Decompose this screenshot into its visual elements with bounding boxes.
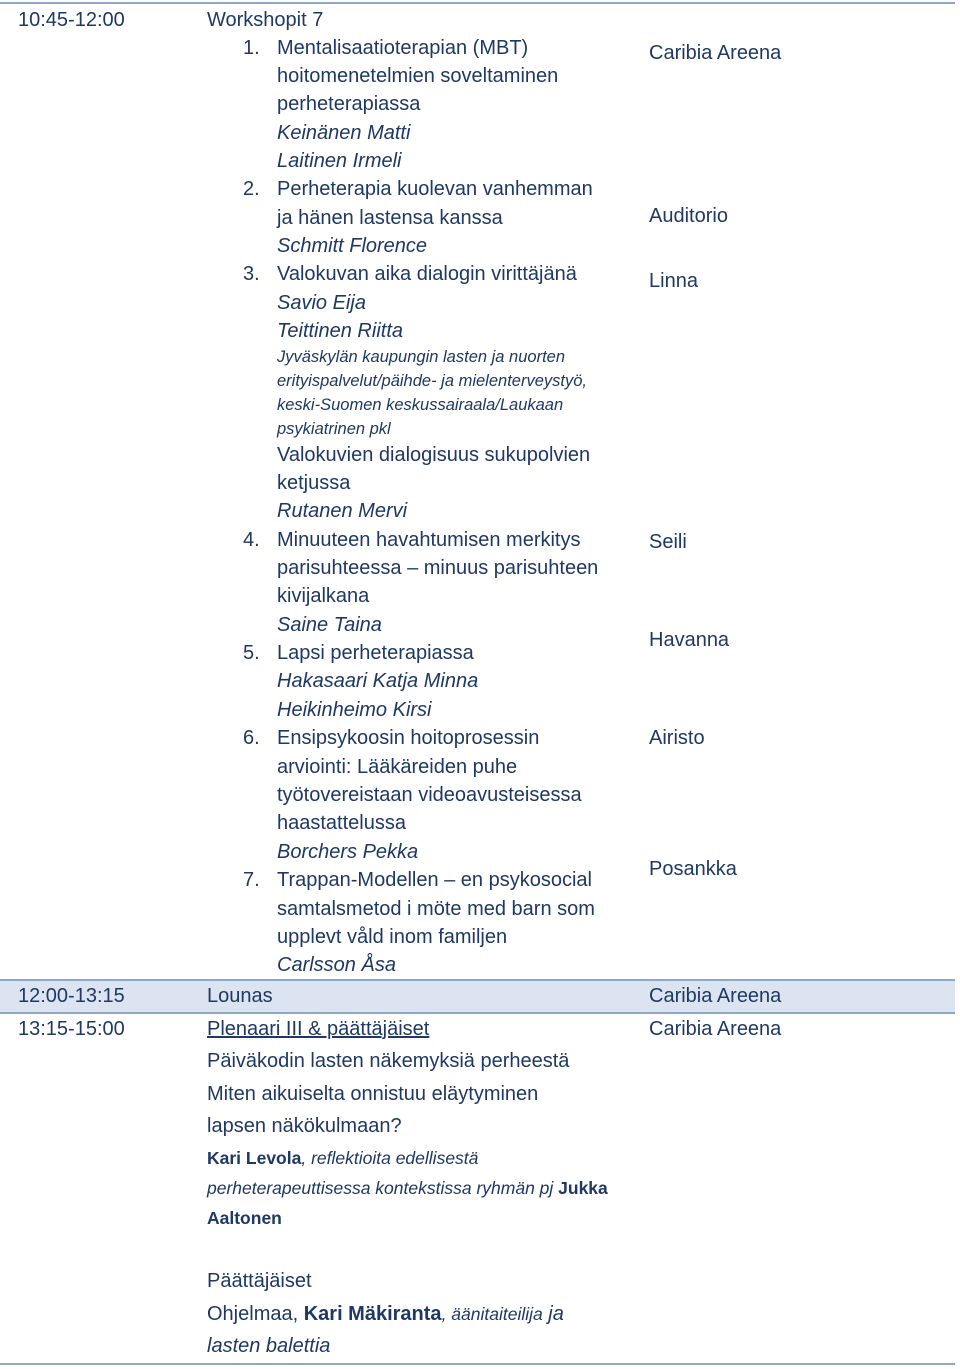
closing-title: Päättäjäiset [207, 1270, 312, 1292]
room-label: Seili [649, 531, 687, 553]
item-number: 1. [243, 37, 260, 59]
plenary-line: lapsen näkökulmaan? [207, 1115, 402, 1137]
room-label: Linna [649, 270, 698, 292]
plenary-title[interactable]: Plenaari III & päättäjäiset [207, 1018, 430, 1040]
item-title-line: Lapsi perheterapiassa [277, 642, 474, 664]
presenter-name: Borchers Pekka [277, 841, 419, 863]
presenter-name: Laitinen Irmeli [277, 150, 402, 172]
plenary-time: 13:15-15:00 [18, 1018, 125, 1040]
item-title-line: ja hänen lastensa kanssa [277, 207, 503, 229]
lunch-band [0, 981, 955, 1012]
top-rule [0, 2, 955, 4]
room-label: Auditorio [649, 205, 728, 227]
room-label: Caribia Areena [649, 42, 782, 64]
presenter-name: Schmitt Florence [277, 235, 428, 257]
presenter-name: Hakasaari Katja Minna [277, 670, 479, 692]
plenary-room: Caribia Areena [649, 1018, 782, 1040]
lunch-room: Caribia Areena [649, 985, 782, 1007]
presenter-name: Teittinen Riitta [277, 320, 403, 342]
item-title-line: haastattelussa [277, 812, 406, 834]
item-number: 7. [243, 869, 260, 891]
item-title-line: upplevt våld inom familjen [277, 926, 508, 948]
room-label: Airisto [649, 727, 705, 749]
workshop-title: Workshopit 7 [207, 9, 324, 31]
speaker-line-2 [207, 1175, 608, 1201]
speaker-line-1 [207, 1145, 478, 1171]
organization-line: psykiatrinen pkl [277, 420, 391, 438]
item-subtitle-line: ketjussa [277, 472, 351, 494]
item-title-line: Perheterapia kuolevan vanhemman [277, 178, 593, 200]
lunch-bottom-rule [0, 1012, 955, 1014]
item-number: 2. [243, 178, 260, 200]
presenter-name: Heikinheimo Kirsi [277, 699, 432, 721]
speaker-name: Jukka [558, 1178, 608, 1198]
presenter-name: Savio Eija [277, 292, 366, 314]
speaker-note: perheterapeuttisessa kontekstissa ryhmän pj [207, 1178, 559, 1198]
presenter-name: Rutanen Mervi [277, 500, 408, 522]
closing-role: , äänitaiteilija [441, 1304, 543, 1324]
lunch-title: Lounas [207, 985, 273, 1007]
item-number: 4. [243, 529, 260, 551]
item-number: 3. [243, 263, 260, 285]
item-title-line: Mentalisaatioterapian (MBT) [277, 37, 529, 59]
item-title-line: samtalsmetod i möte med barn som [277, 898, 595, 920]
organization-line: keski-Suomen keskussairaala/Laukaan [277, 396, 564, 414]
speaker-note: , reflektioita edellisestä [301, 1148, 479, 1168]
closing-ja: ja [542, 1303, 564, 1325]
speaker-name: Aaltonen [207, 1208, 282, 1228]
organization-line: erityispalvelut/päihde- ja mielenterveystyö, [277, 372, 587, 390]
item-title-line: työtovereistaan videoavusteisessa [277, 784, 582, 806]
organization-line: Jyväskylän kaupungin lasten ja nuorten [277, 348, 566, 366]
presenter-name: Keinänen Matti [277, 122, 411, 144]
closing-line [207, 1300, 564, 1328]
closing-prefix: Ohjelmaa, [207, 1303, 304, 1325]
item-title-line: Trappan-Modellen – en psykosocial [277, 869, 592, 891]
bottom-rule [0, 1363, 955, 1365]
item-subtitle-line: Valokuvien dialogisuus sukupolvien [277, 444, 591, 466]
lunch-time: 12:00-13:15 [18, 985, 125, 1007]
closing-last-line: lasten balettia [207, 1335, 331, 1357]
plenary-line: Miten aikuiselta onnistuu eläytyminen [207, 1083, 539, 1105]
plenary-line: Päiväkodin lasten näkemyksiä perheestä [207, 1050, 570, 1072]
item-title-line: parisuhteessa – minuus parisuhteen [277, 557, 599, 579]
room-label: Posankka [649, 858, 737, 880]
speaker-name: Kari Levola [207, 1148, 302, 1168]
item-title-line: perheterapiassa [277, 93, 421, 115]
item-title-line: Ensipsykoosin hoitoprosessin [277, 727, 540, 749]
presenter-name: Saine Taina [277, 614, 382, 636]
item-title-line: Valokuvan aika dialogin virittäjänä [277, 263, 577, 285]
item-number: 6. [243, 727, 260, 749]
item-title-line: hoitomenetelmien soveltaminen [277, 65, 559, 87]
item-title-line: arviointi: Lääkäreiden puhe [277, 756, 518, 778]
item-number: 5. [243, 642, 260, 664]
presenter-name: Carlsson Åsa [277, 954, 396, 976]
workshop-time: 10:45-12:00 [18, 9, 125, 31]
room-label: Havanna [649, 629, 730, 651]
item-title-line: kivijalkana [277, 585, 370, 607]
item-title-line: Minuuteen havahtumisen merkitys [277, 529, 581, 551]
closing-speaker: Kari Mäkiranta [303, 1303, 442, 1325]
